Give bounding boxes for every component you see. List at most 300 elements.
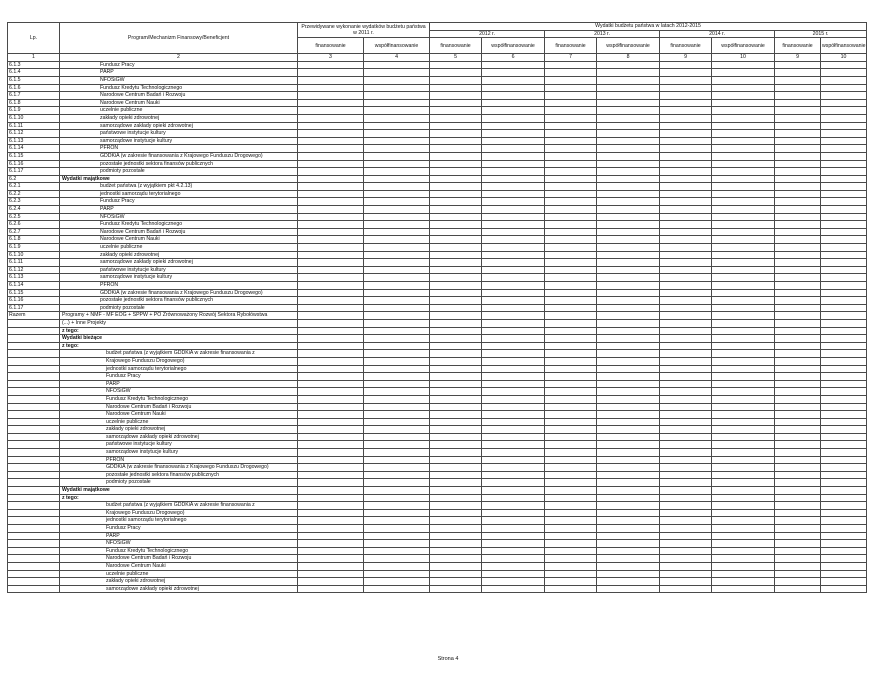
table-row (8, 403, 867, 411)
header-wsp: współfinansowanie (482, 38, 545, 54)
table-row (8, 137, 867, 145)
value-cell (430, 175, 482, 183)
value-cell (660, 99, 712, 107)
value-cell (821, 555, 867, 563)
value-cell (821, 547, 867, 555)
value-cell (775, 251, 821, 259)
table-row (8, 61, 867, 69)
value-cell (597, 578, 660, 586)
value-cell (775, 160, 821, 168)
value-cell (597, 251, 660, 259)
row-name: podmioty pozostałe (60, 479, 298, 487)
value-cell (482, 555, 545, 563)
value-cell (545, 114, 597, 122)
table-row (8, 456, 867, 464)
value-cell (364, 84, 430, 92)
table-row (8, 418, 867, 426)
row-lp: 6.2.4 (8, 206, 60, 214)
value-cell (775, 244, 821, 252)
value-cell (775, 92, 821, 100)
value-cell (482, 175, 545, 183)
value-cell (712, 206, 775, 214)
value-cell (482, 570, 545, 578)
value-cell (775, 464, 821, 472)
row-lp: 6.1.9 (8, 244, 60, 252)
table-row (8, 213, 867, 221)
header-year-2014: 2014 r. (660, 30, 775, 38)
value-cell (545, 570, 597, 578)
row-lp (8, 479, 60, 487)
value-cell (482, 380, 545, 388)
value-cell (712, 562, 775, 570)
value-cell (712, 236, 775, 244)
table-row (8, 251, 867, 259)
page-number: Strona 4 (437, 656, 459, 662)
row-lp: 6.1.17 (8, 168, 60, 176)
value-cell (545, 562, 597, 570)
row-name: samorządowe instytucje kultury (60, 274, 298, 282)
value-cell (775, 342, 821, 350)
row-name: Fundusz Kredytu Technologicznego (60, 84, 298, 92)
row-name: zakłady opieki zdrowotnej (60, 251, 298, 259)
value-cell (364, 282, 430, 290)
value-cell (482, 456, 545, 464)
value-cell (364, 122, 430, 130)
value-cell (660, 342, 712, 350)
value-cell (597, 114, 660, 122)
value-cell (430, 69, 482, 77)
table-row (8, 570, 867, 578)
value-cell (545, 175, 597, 183)
value-cell (298, 92, 364, 100)
value-cell (545, 388, 597, 396)
value-cell (364, 145, 430, 153)
value-cell (430, 251, 482, 259)
value-cell (775, 259, 821, 267)
row-lp (8, 319, 60, 327)
value-cell (712, 319, 775, 327)
row-name: Fundusz Kredytu Technologicznego (60, 221, 298, 229)
value-cell (821, 274, 867, 282)
value-cell (660, 145, 712, 153)
value-cell (482, 357, 545, 365)
value-cell (430, 578, 482, 586)
table-row (8, 282, 867, 290)
value-cell (298, 388, 364, 396)
row-name: Fundusz Kredytu Technologicznego (60, 547, 298, 555)
row-lp (8, 373, 60, 381)
value-cell (545, 259, 597, 267)
value-cell (821, 76, 867, 84)
table-row (8, 464, 867, 472)
value-cell (821, 244, 867, 252)
value-cell (597, 487, 660, 495)
value-cell (821, 228, 867, 236)
header-fin: finansowanie (775, 38, 821, 54)
value-cell (712, 259, 775, 267)
value-cell (298, 221, 364, 229)
value-cell (712, 517, 775, 525)
value-cell (775, 357, 821, 365)
value-cell (660, 449, 712, 457)
value-cell (430, 304, 482, 312)
value-cell (821, 441, 867, 449)
value-cell (712, 509, 775, 517)
row-lp: 6.1.8 (8, 99, 60, 107)
row-name: zakłady opieki zdrowotnej (60, 426, 298, 434)
table-row (8, 198, 867, 206)
value-cell (298, 418, 364, 426)
value-cell (364, 418, 430, 426)
value-cell (298, 525, 364, 533)
value-cell (821, 433, 867, 441)
value-cell (298, 152, 364, 160)
value-cell (364, 570, 430, 578)
value-cell (775, 570, 821, 578)
value-cell (597, 525, 660, 533)
value-cell (482, 282, 545, 290)
value-cell (821, 107, 867, 115)
value-cell (364, 517, 430, 525)
value-cell (775, 418, 821, 426)
value-cell (712, 487, 775, 495)
value-cell (660, 578, 712, 586)
value-cell (298, 251, 364, 259)
value-cell (775, 456, 821, 464)
value-cell (597, 494, 660, 502)
value-cell (821, 570, 867, 578)
value-cell (298, 403, 364, 411)
row-lp: 6.2.5 (8, 213, 60, 221)
row-name: uczelnie publiczne (60, 418, 298, 426)
value-cell (298, 84, 364, 92)
value-cell (430, 540, 482, 548)
table-row (8, 585, 867, 593)
value-cell (821, 130, 867, 138)
value-cell (298, 570, 364, 578)
value-cell (430, 487, 482, 495)
value-cell (660, 487, 712, 495)
value-cell (597, 175, 660, 183)
value-cell (660, 532, 712, 540)
value-cell (545, 289, 597, 297)
table-row (8, 175, 867, 183)
value-cell (298, 335, 364, 343)
value-cell (364, 532, 430, 540)
value-cell (364, 99, 430, 107)
value-cell (545, 190, 597, 198)
value-cell (545, 107, 597, 115)
value-cell (298, 289, 364, 297)
value-cell (821, 114, 867, 122)
value-cell (545, 471, 597, 479)
value-cell (430, 365, 482, 373)
value-cell (430, 342, 482, 350)
value-cell (660, 494, 712, 502)
value-cell (712, 69, 775, 77)
value-cell (712, 403, 775, 411)
value-cell (482, 471, 545, 479)
value-cell (482, 441, 545, 449)
value-cell (364, 114, 430, 122)
value-cell (775, 168, 821, 176)
value-cell (712, 373, 775, 381)
value-cell (364, 335, 430, 343)
value-cell (775, 198, 821, 206)
value-cell (660, 152, 712, 160)
value-cell (660, 259, 712, 267)
value-cell (821, 69, 867, 77)
row-name: samorządowe instytucje kultury (60, 449, 298, 457)
row-name: budżet państwa (z wyjątkiem GDDKiA w zakresie finansowania z (60, 502, 298, 510)
value-cell (712, 92, 775, 100)
value-cell (775, 433, 821, 441)
row-lp (8, 525, 60, 533)
value-cell (364, 373, 430, 381)
value-cell (660, 350, 712, 358)
col-number: 10 (821, 54, 867, 62)
value-cell (597, 449, 660, 457)
value-cell (660, 479, 712, 487)
table-row (8, 532, 867, 540)
value-cell (482, 365, 545, 373)
value-cell (821, 578, 867, 586)
value-cell (597, 395, 660, 403)
value-cell (545, 502, 597, 510)
table-row (8, 471, 867, 479)
value-cell (775, 532, 821, 540)
row-lp (8, 532, 60, 540)
table-row (8, 289, 867, 297)
value-cell (775, 175, 821, 183)
value-cell (821, 494, 867, 502)
value-cell (660, 403, 712, 411)
value-cell (482, 76, 545, 84)
value-cell (597, 206, 660, 214)
table-row (8, 183, 867, 191)
value-cell (482, 517, 545, 525)
value-cell (712, 395, 775, 403)
value-cell (482, 319, 545, 327)
value-cell (482, 221, 545, 229)
value-cell (482, 502, 545, 510)
value-cell (430, 357, 482, 365)
value-cell (712, 426, 775, 434)
value-cell (712, 137, 775, 145)
value-cell (660, 244, 712, 252)
value-cell (298, 426, 364, 434)
value-cell (482, 99, 545, 107)
value-cell (712, 76, 775, 84)
value-cell (545, 206, 597, 214)
value-cell (545, 168, 597, 176)
table-row (8, 236, 867, 244)
value-cell (712, 342, 775, 350)
value-cell (430, 449, 482, 457)
value-cell (597, 84, 660, 92)
value-cell (712, 365, 775, 373)
value-cell (597, 122, 660, 130)
value-cell (298, 509, 364, 517)
value-cell (298, 76, 364, 84)
value-cell (298, 114, 364, 122)
value-cell (298, 175, 364, 183)
value-cell (430, 137, 482, 145)
value-cell (545, 411, 597, 419)
value-cell (430, 471, 482, 479)
header-program: Program/Mechanizm Finansowy/Beneficjent (60, 23, 298, 54)
row-lp: 6.2.1 (8, 183, 60, 191)
row-lp (8, 380, 60, 388)
value-cell (821, 373, 867, 381)
row-lp: 6.1.6 (8, 84, 60, 92)
value-cell (775, 350, 821, 358)
value-cell (430, 206, 482, 214)
value-cell (821, 84, 867, 92)
value-cell (712, 418, 775, 426)
value-cell (775, 509, 821, 517)
value-cell (430, 395, 482, 403)
header-year-2015: 2015 r. (775, 30, 867, 38)
value-cell (430, 327, 482, 335)
value-cell (597, 456, 660, 464)
row-name: Fundusz Pracy (60, 61, 298, 69)
value-cell (597, 562, 660, 570)
value-cell (821, 471, 867, 479)
row-name: Narodowe Centrum Nauki (60, 562, 298, 570)
value-cell (660, 456, 712, 464)
value-cell (364, 380, 430, 388)
value-cell (821, 198, 867, 206)
value-cell (298, 107, 364, 115)
value-cell (298, 137, 364, 145)
value-cell (597, 259, 660, 267)
value-cell (821, 213, 867, 221)
row-lp (8, 464, 60, 472)
row-name: Narodowe Centrum Nauki (60, 99, 298, 107)
value-cell (712, 380, 775, 388)
value-cell (430, 380, 482, 388)
value-cell (775, 585, 821, 593)
value-cell (775, 114, 821, 122)
value-cell (775, 373, 821, 381)
value-cell (775, 213, 821, 221)
row-name: Fundusz Pracy (60, 198, 298, 206)
table-row (8, 411, 867, 419)
value-cell (775, 304, 821, 312)
value-cell (821, 357, 867, 365)
value-cell (430, 433, 482, 441)
row-lp: 6.1.9 (8, 107, 60, 115)
value-cell (545, 464, 597, 472)
value-cell (660, 122, 712, 130)
value-cell (430, 266, 482, 274)
value-cell (660, 76, 712, 84)
value-cell (545, 517, 597, 525)
row-lp: 6.1.13 (8, 137, 60, 145)
table-row (8, 152, 867, 160)
value-cell (775, 206, 821, 214)
value-cell (482, 395, 545, 403)
row-lp: 6.1.13 (8, 274, 60, 282)
row-lp (8, 441, 60, 449)
value-cell (821, 509, 867, 517)
value-cell (545, 183, 597, 191)
value-cell (298, 433, 364, 441)
row-name: NFOŚiGW (60, 540, 298, 548)
value-cell (712, 297, 775, 305)
value-cell (821, 312, 867, 320)
value-cell (775, 221, 821, 229)
value-cell (660, 213, 712, 221)
value-cell (364, 130, 430, 138)
value-cell (298, 312, 364, 320)
value-cell (821, 403, 867, 411)
value-cell (364, 464, 430, 472)
table-row (8, 114, 867, 122)
value-cell (364, 228, 430, 236)
row-lp (8, 449, 60, 457)
value-cell (364, 76, 430, 84)
value-cell (775, 137, 821, 145)
col-number: 9 (660, 54, 712, 62)
value-cell (298, 304, 364, 312)
value-cell (712, 168, 775, 176)
value-cell (660, 525, 712, 533)
value-cell (712, 357, 775, 365)
value-cell (597, 380, 660, 388)
col-number: 3 (298, 54, 364, 62)
value-cell (298, 380, 364, 388)
value-cell (430, 160, 482, 168)
value-cell (660, 160, 712, 168)
value-cell (430, 221, 482, 229)
table-row (8, 395, 867, 403)
value-cell (821, 411, 867, 419)
value-cell (430, 319, 482, 327)
row-lp (8, 540, 60, 548)
value-cell (775, 494, 821, 502)
value-cell (597, 297, 660, 305)
row-lp: 6.1.5 (8, 76, 60, 84)
value-cell (545, 327, 597, 335)
value-cell (821, 487, 867, 495)
value-cell (712, 585, 775, 593)
col-number: 7 (545, 54, 597, 62)
value-cell (545, 198, 597, 206)
value-cell (597, 213, 660, 221)
value-cell (821, 380, 867, 388)
table-row (8, 426, 867, 434)
row-name: samorządowe zakłady opieki zdrowotnej (60, 122, 298, 130)
row-lp: 6.1.3 (8, 61, 60, 69)
value-cell (712, 130, 775, 138)
value-cell (597, 411, 660, 419)
row-lp (8, 411, 60, 419)
value-cell (364, 395, 430, 403)
value-cell (775, 388, 821, 396)
value-cell (545, 304, 597, 312)
value-cell (364, 312, 430, 320)
header-year-2012: 2012 r. (430, 30, 545, 38)
table-row (8, 547, 867, 555)
value-cell (545, 456, 597, 464)
header-fin: finansowanie (660, 38, 712, 54)
value-cell (821, 532, 867, 540)
value-cell (430, 99, 482, 107)
value-cell (545, 69, 597, 77)
value-cell (545, 373, 597, 381)
